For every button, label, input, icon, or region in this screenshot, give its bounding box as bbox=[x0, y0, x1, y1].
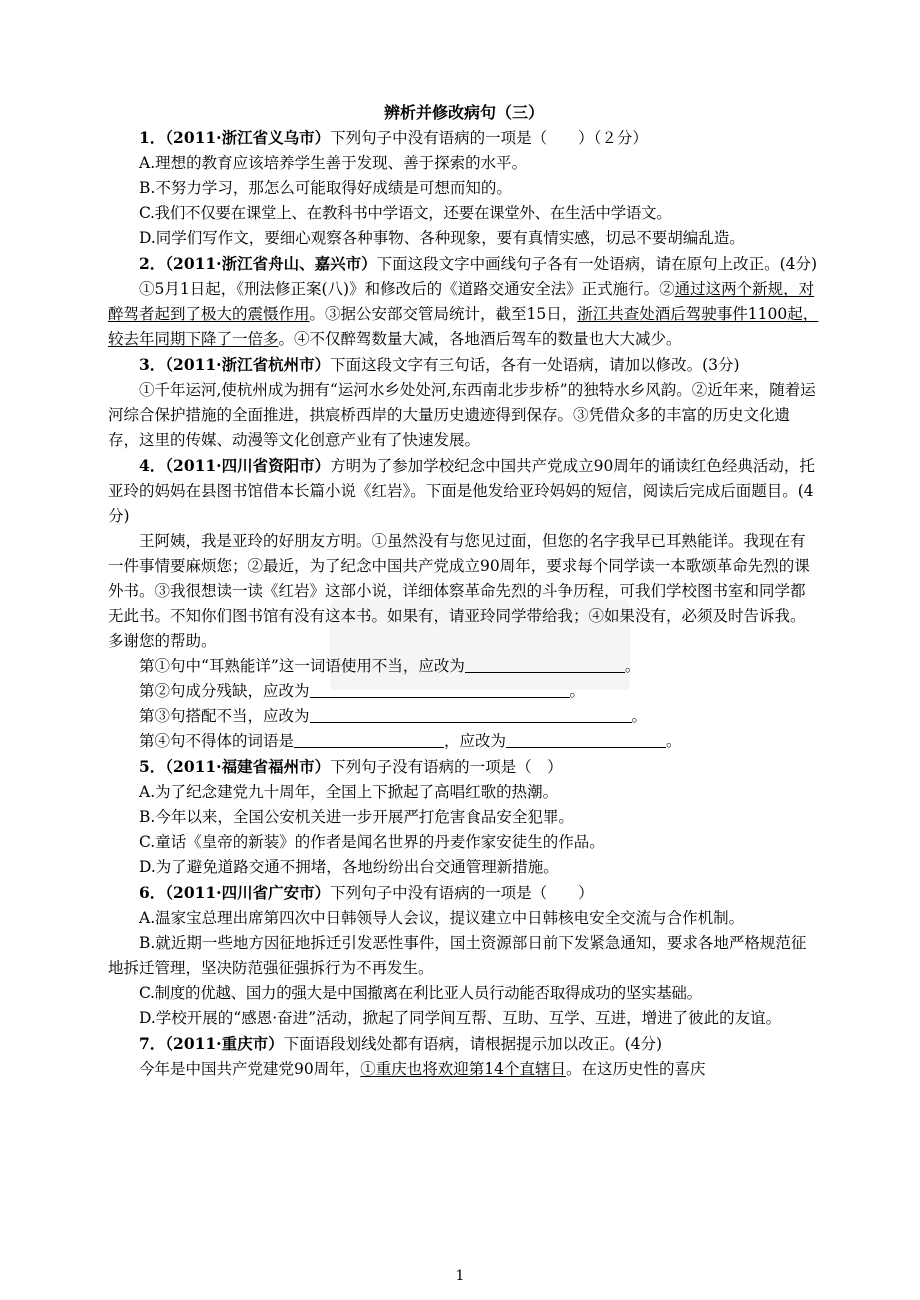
question-1-option-a: A.理想的教育应该培养学生善于发现、善于探索的水平。 bbox=[139, 154, 528, 172]
question-7-source: （2011·重庆市） bbox=[165, 1034, 284, 1053]
page-number: 1 bbox=[455, 1268, 465, 1284]
fill-end: 。 bbox=[631, 707, 648, 725]
question-6-prompt: 下列句子中没有语病的一项是（ ） bbox=[330, 884, 594, 902]
fill-label: 第④句不得体的词语是 bbox=[139, 732, 295, 750]
question-4-fill-3 bbox=[108, 704, 820, 729]
question-7-prompt: 下面语段划线处都有语病，请根据提示加以改正。(4分) bbox=[283, 1035, 663, 1053]
question-1-prompt: 下列句子中没有语病的一项是（ ）（２分） bbox=[330, 129, 648, 147]
question-5-source: （2011·福建省福州市） bbox=[165, 757, 331, 776]
question-5-option-d: D.为了避免道路交通不拥堵，各地纷纷出台交通管理新措施。 bbox=[139, 858, 559, 876]
question-2-stem bbox=[108, 251, 820, 277]
underlined-sentence-3: 浙江共查处酒后驾驶事件1100起，较去年同期下降了一倍多 bbox=[108, 305, 819, 348]
underlined-sentence-1: ①重庆也将欢迎第14个直辖日 bbox=[360, 1060, 566, 1078]
fill-label: 第①句中“耳熟能详”这一词语使用不当，应改为 bbox=[139, 657, 465, 675]
question-6-option-d: D.学校开展的“感恩·奋进”活动，掀起了同学间互帮、互助、互学、互进，增进了彼此的友谊。 bbox=[139, 1009, 782, 1027]
question-7-passage bbox=[108, 1057, 820, 1082]
question-1-number: 1． bbox=[139, 128, 166, 147]
fill-label: 第③句搭配不当，应改为 bbox=[139, 707, 310, 725]
answer-blank[interactable] bbox=[310, 679, 570, 698]
question-5-prompt: 下列句子没有语病的一项是（ ） bbox=[330, 758, 563, 776]
passage-text: 今年是中国共产党建党90周年， bbox=[139, 1060, 361, 1078]
question-5-stem bbox=[108, 754, 820, 780]
question-4-fill-2 bbox=[108, 679, 820, 704]
answer-blank[interactable] bbox=[310, 704, 632, 723]
question-5-number: 5． bbox=[139, 757, 166, 776]
question-6-stem bbox=[108, 880, 820, 906]
question-1-option-b: B.不努力学习，那怎么可能取得好成绩是可想而知的。 bbox=[139, 179, 512, 197]
question-4-prompt: 方明为了参加学校纪念中国共产党成立90周年的诵读红色经典活动，托亚玲的妈妈在县图书馆借本长篇小说《红岩》。下面是他发给亚玲妈妈的短信，阅读后完成后面题目。(4分) bbox=[108, 457, 815, 525]
question-1-option-d: D.同学们写作文，要细心观察各种事物、各种现象，要有真情实感，切忌不要胡编乱造。 bbox=[139, 229, 745, 247]
question-3-number: 3． bbox=[139, 355, 166, 374]
question-6-option-b: B.就近期一些地方因征地拆迁引发恶性事件，国土资源部日前下发紧急通知，要求各地严格规范征地拆迁管理，坚决防范强征强拆行为不再发生。 bbox=[108, 934, 807, 977]
question-3-prompt: 下面这段文字有三句话，各有一处语病，请加以修改。(3分) bbox=[330, 356, 740, 374]
question-6-option-a: A.温家宝总理出席第四次中日韩领导人会议，提议建立中日韩核电安全交流与合作机制。 bbox=[139, 909, 745, 927]
passage-text: 。在这历史性的喜庆 bbox=[565, 1060, 706, 1078]
question-4-letter: 王阿姨，我是亚玲的好朋友方明。①虽然没有与您见过面，但您的名字我早已耳熟能详。我现在有一件事情要麻烦您；②最近，为了纪念中国共产党成立90周年，要求每个同学读一本歌颂革命先烈的课外书。③我很想读一读《红岩》这部小说，详细体察革命先烈的斗争历程，可我们学校图书室和同学都无此书。不知你们图书馆有没有这本书。如果有，请亚玲同学带给我；④如果没有，必须及时告诉我。多谢您的帮助。 bbox=[108, 532, 810, 650]
question-5-option-c: C.童话《皇帝的新装》的作者是闻名世界的丹麦作家安徒生的作品。 bbox=[139, 833, 605, 851]
answer-blank[interactable] bbox=[506, 729, 666, 748]
passage-text: 。④不仅醉驾数量大减，各地酒后驾车的数量也大大减少。 bbox=[278, 330, 682, 348]
question-2-source: （2011·浙江省舟山、嘉兴市） bbox=[165, 254, 377, 273]
question-7-number: 7． bbox=[139, 1034, 166, 1053]
question-6-source: （2011·四川省广安市） bbox=[165, 883, 331, 902]
answer-blank[interactable] bbox=[294, 729, 444, 748]
underlined-sentence-2: 通过这两个新规，对醉驾者起到了极大的震慑作用 bbox=[108, 280, 815, 323]
document-body bbox=[108, 100, 820, 1082]
fill-end: 。 bbox=[666, 732, 682, 750]
question-6-number: 6． bbox=[139, 883, 166, 902]
question-6-option-c: C.制度的优越、国力的强大是中国撤离在利比亚人员行动能否取得成功的坚实基础。 bbox=[139, 984, 702, 1002]
question-4-fill-4 bbox=[108, 729, 820, 754]
fill-end: 。 bbox=[569, 682, 586, 700]
question-2-passage bbox=[108, 277, 820, 352]
question-3-stem bbox=[108, 352, 820, 378]
fill-end: 。 bbox=[624, 657, 641, 675]
question-5-option-a: A.为了纪念建党九十周年，全国上下掀起了高唱红歌的热潮。 bbox=[139, 783, 559, 801]
question-4-fill-1 bbox=[108, 654, 820, 679]
answer-blank[interactable] bbox=[465, 654, 625, 673]
question-1-option-c: C.我们不仅要在课堂上、在教科书中学语文，还要在课堂外、在生活中学语文。 bbox=[139, 204, 672, 222]
question-1-source: （2011·浙江省义乌市） bbox=[165, 128, 331, 147]
question-3-source: （2011·浙江省杭州市） bbox=[165, 355, 331, 374]
question-4-number: 4． bbox=[139, 456, 166, 475]
question-4-source: （2011·四川省资阳市） bbox=[165, 456, 331, 475]
question-5-option-b: B.今年以来，全国公安机关进一步开展严打危害食品安全犯罪。 bbox=[139, 808, 574, 826]
fill-label: ，应改为 bbox=[444, 732, 507, 750]
question-2-number: 2． bbox=[139, 254, 166, 273]
question-2-prompt: 下面这段文字中画线句子各有一处语病，请在原句上改正。(4分) bbox=[376, 255, 818, 273]
question-3-passage: ①千年运河,使杭州成为拥有“运河水乡处处河,东西南北步步桥”的独特水乡风韵。②近年来，随着运河综合保护措施的全面推进，拱宸桥西岸的大量历史遗迹得到保存。③凭借众多的丰富的历史文化遗存，这里的传媒、动漫等文化创意产业有了快速发展。 bbox=[108, 381, 816, 449]
passage-text: 。③据公安部交管局统计，截至15日， bbox=[309, 305, 578, 323]
passage-text: ①5月1日起，《刑法修正案(八)》和修改后的《道路交通安全法》正式施行。② bbox=[139, 280, 675, 298]
question-7-stem bbox=[108, 1031, 820, 1057]
question-4-stem bbox=[108, 453, 820, 529]
fill-label: 第②句成分残缺，应改为 bbox=[139, 682, 310, 700]
question-1-stem bbox=[108, 125, 820, 151]
page-title: 辨析并修改病句（三） bbox=[383, 103, 544, 122]
